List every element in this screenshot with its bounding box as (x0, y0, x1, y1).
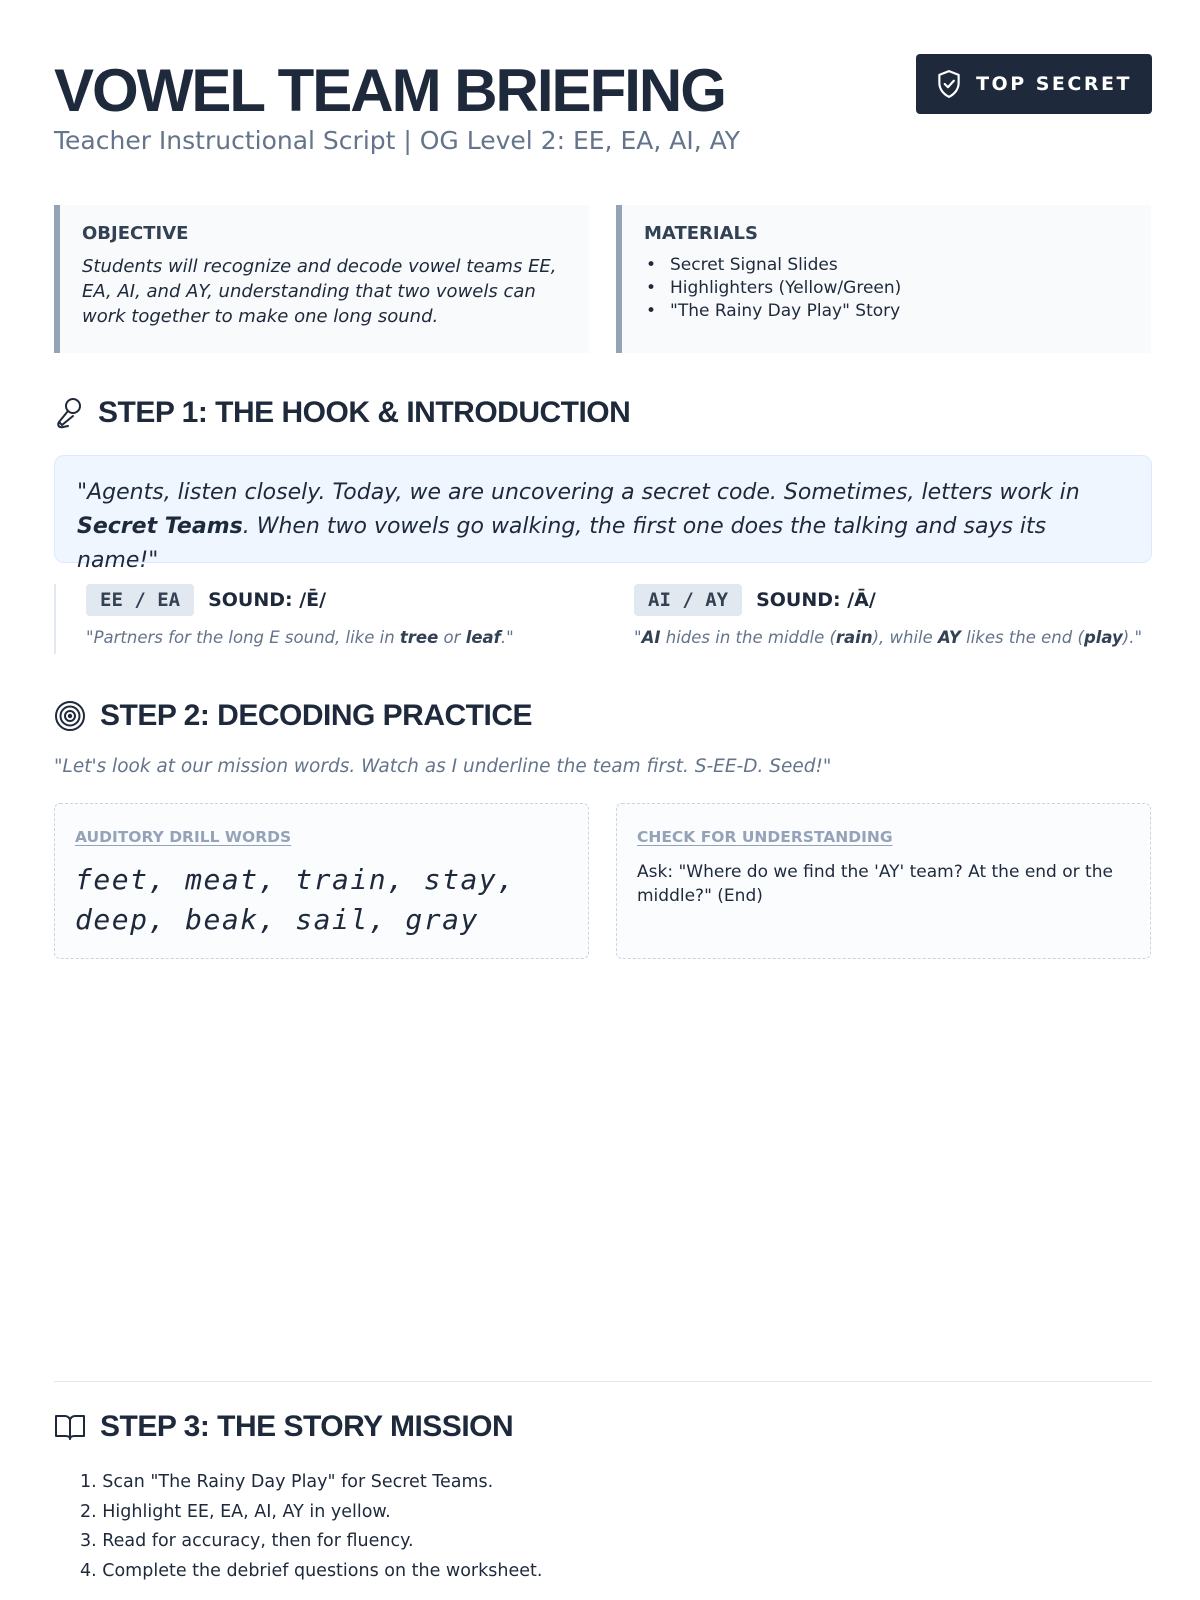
story-mission-steps (80, 1468, 542, 1586)
objective-heading: OBJECTIVE (82, 223, 189, 244)
microphone-icon (54, 396, 84, 430)
team-description: "AI hides in the middle (rain), while AY likes the end (play)." (634, 628, 1143, 647)
list-item: • Highlighters (Yellow/Green) (644, 277, 1131, 300)
objective-box (54, 205, 589, 353)
materials-box (616, 205, 1151, 353)
list-item: 2. Highlight EE, EA, AI, AY in yellow. (80, 1501, 391, 1522)
section-divider (54, 1381, 1152, 1382)
shield-icon (936, 69, 962, 99)
team-description: "Partners for the long E sound, like in tree or leaf." (86, 628, 514, 647)
auditory-drill-box (54, 803, 589, 959)
step1-heading: STEP 1: THE HOOK & INTRODUCTION (54, 396, 630, 430)
list-item: 3. Read for accuracy, then for fluency. (80, 1531, 414, 1551)
sound-label: SOUND: /Ā/ (756, 589, 876, 611)
modeling-quote: "Let's look at our mission words. Watch as I underline the team first. S-EE-D. Seed!" (54, 756, 832, 777)
page-subtitle: Teacher Instructional Script | OG Level 2: EE, EA, AI, AY (54, 126, 741, 155)
secret-teams-emphasis: Secret Teams (77, 514, 243, 539)
target-icon (54, 700, 86, 732)
badge-label: TOP SECRET (976, 73, 1132, 95)
objective-text: Students will recognize and decode vowel teams EE, EA, AI, and AY, understanding that two vowels can work together to make one long sound. (82, 256, 557, 327)
team-ee-ea (86, 584, 514, 647)
team-tag: EE / EA (86, 584, 194, 616)
materials-heading: MATERIALS (644, 223, 758, 244)
drill-words: feet, meat, train, stay, deep, beak, sail, gray (75, 863, 516, 936)
header (54, 52, 1152, 172)
page-title: VOWEL TEAM BRIEFING (54, 57, 725, 124)
list-item: • Secret Signal Slides (644, 254, 1131, 277)
list-item: 4. Complete the debrief questions on the worksheet. (80, 1560, 543, 1581)
list-item: • "The Rainy Day Play" Story (644, 300, 1131, 323)
cfu-heading: CHECK FOR UNDERSTANDING (637, 828, 893, 846)
info-row (54, 205, 1152, 353)
hook-quote: "Agents, listen closely. Today, we are uncovering a secret code. Sometimes, letters work in Secret Teams. When two vowels go walking, the first one does the talking and says its name!" (54, 455, 1152, 563)
briefing-page (54, 0, 1152, 1600)
sound-teams (54, 584, 1152, 654)
materials-list (644, 254, 1131, 323)
team-tag: AI / AY (634, 584, 742, 616)
step2-heading: STEP 2: DECODING PRACTICE (54, 699, 532, 733)
drill-heading: AUDITORY DRILL WORDS (75, 828, 292, 846)
top-secret-badge (916, 54, 1152, 114)
open-book-icon (54, 1412, 86, 1442)
step3-heading: STEP 3: THE STORY MISSION (54, 1410, 513, 1444)
list-item: 1. Scan "The Rainy Day Play" for Secret Teams. (80, 1472, 494, 1492)
check-understanding-box (616, 803, 1151, 959)
sound-label: SOUND: /Ē/ (208, 589, 327, 611)
cfu-text: Ask: "Where do we find the 'AY' team? At the end or the middle?" (End) (637, 862, 1113, 906)
team-ai-ay (634, 584, 1142, 647)
